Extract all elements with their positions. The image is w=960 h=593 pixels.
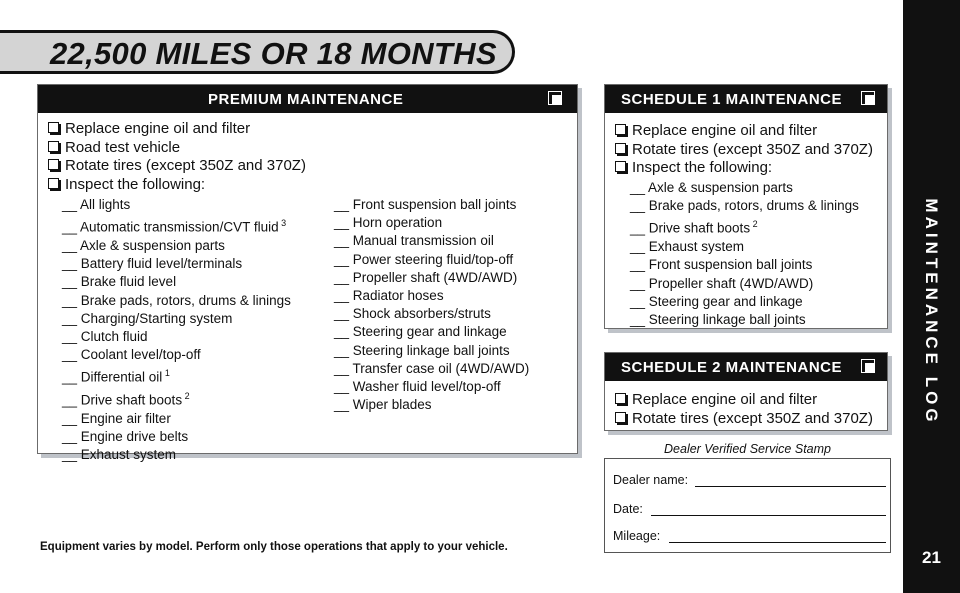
- dealer-name-line[interactable]: [695, 486, 886, 487]
- premium-right-inspection-item: __ Shock absorbers/struts: [334, 306, 491, 322]
- schedule1-check-item: [615, 159, 873, 178]
- schedule1-check-list: [615, 122, 873, 178]
- schedule1-check-label: Inspect the following:: [632, 159, 773, 176]
- checkbox-icon[interactable]: [48, 159, 59, 170]
- checkbox-icon[interactable]: [48, 122, 59, 133]
- premium-left-inspection-item: __ Differential oil $^1$: [62, 368, 170, 385]
- schedule1-header: [605, 85, 887, 113]
- checkbox-icon[interactable]: [615, 412, 626, 423]
- schedule1-check-label: Replace engine oil and filter: [632, 122, 818, 139]
- page-title: 22,500 MILES OR 18 MONTHS: [50, 36, 497, 71]
- schedule1-inspection-item: __ Front suspension ball joints: [630, 257, 813, 273]
- premium-right-inspection-item: __ Front suspension ball joints: [334, 197, 517, 212]
- premium-left-inspection-item: __ Automatic transmission/CVT fluid $^3$: [62, 218, 287, 235]
- section-label: MAINTENANCE LOG: [922, 198, 941, 426]
- schedule1-inspection-item: __ Axle & suspension parts: [630, 180, 793, 195]
- premium-right-inspection-item: __ Washer fluid level/top-off: [334, 379, 501, 395]
- premium-right-inspection-item: __ Power steering fluid/top-off: [334, 251, 514, 267]
- schedule1-check-label: Rotate tires (except 350Z and 370Z): [632, 140, 873, 158]
- footnote-marker: 1: [162, 368, 170, 379]
- premium-check-label: Road test vehicle: [65, 138, 181, 156]
- schedule2-title: SCHEDULE 2 MAINTENANCE: [621, 359, 843, 376]
- checkbox-icon[interactable]: [48, 178, 59, 189]
- checkbox-icon[interactable]: [615, 143, 626, 154]
- checkbox-icon[interactable]: [615, 393, 626, 404]
- premium-check-item: [48, 157, 306, 176]
- schedule1-check-item: [615, 141, 873, 160]
- schedule2-maintenance-box: [604, 352, 888, 431]
- checkbox-icon[interactable]: [615, 124, 626, 135]
- footnote-marker: 2: [750, 219, 758, 230]
- schedule2-header: [605, 353, 887, 381]
- mileage-line[interactable]: [669, 542, 886, 543]
- premium-left-inspection-item: __ Battery fluid level/terminals: [62, 256, 243, 272]
- schedule1-item-list: [630, 179, 859, 329]
- premium-left-inspection-item: __ All lights: [62, 197, 131, 212]
- premium-left-inspection-item: __ Axle & suspension parts: [62, 237, 225, 253]
- premium-left-inspection-item: __ Clutch fluid: [62, 328, 148, 344]
- premium-left-inspection-item: __ Engine drive belts: [62, 428, 189, 444]
- checkbox-icon[interactable]: [615, 161, 626, 172]
- premium-check-item: [48, 139, 306, 158]
- premium-left-inspection-item: __ Drive shaft boots $^2$: [62, 391, 190, 408]
- dealer-name-label: Dealer name:: [613, 473, 689, 487]
- premium-check-label: Rotate tires (except 350Z and 370Z): [65, 157, 306, 174]
- premium-left-inspection-item: __ Charging/Starting system: [62, 310, 233, 326]
- page-number: 21: [922, 548, 941, 567]
- schedule1-inspection-item: __ Brake pads, rotors, drums & linings: [630, 198, 859, 214]
- premium-right-inspection-item: __ Transfer case oil (4WD/AWD): [334, 360, 530, 376]
- schedule2-check-list: [615, 390, 873, 428]
- premium-maintenance-header: [38, 85, 577, 113]
- premium-left-inspection-item: __ Exhaust system: [62, 447, 177, 463]
- premium-right-inspection-item: __ Wiper blades: [334, 397, 432, 413]
- premium-right-inspection-item: __ Steering linkage ball joints: [334, 342, 510, 358]
- schedule1-inspection-item: __ Steering linkage ball joints: [630, 311, 806, 327]
- premium-right-inspection-item: __ Propeller shaft (4WD/AWD): [334, 269, 518, 285]
- schedule1-maintenance-box: [604, 84, 888, 329]
- stamp-title: Dealer Verified Service Stamp: [664, 442, 831, 456]
- schedule2-check-label: Rotate tires (except 350Z and 370Z): [632, 410, 873, 427]
- premium-left-inspection-item: __ Brake pads, rotors, drums & linings: [62, 292, 291, 308]
- schedule1-inspection-item: __ Drive shaft boots $^2$: [630, 219, 758, 236]
- premium-right-list: [334, 196, 529, 414]
- premium-right-inspection-item: __ Radiator hoses: [334, 288, 444, 304]
- premium-left-list: [62, 196, 291, 464]
- mileage-label: Mileage:: [613, 529, 661, 543]
- premium-right-inspection-item: __ Steering gear and linkage: [334, 324, 507, 340]
- footnote: Equipment varies by model. Perform only those operations that apply to your vehicle.: [40, 541, 508, 553]
- schedule1-inspection-item: __ Exhaust system: [630, 239, 745, 255]
- premium-left-inspection-item: __ Coolant level/top-off: [62, 347, 201, 363]
- footnote-marker: 3: [278, 218, 287, 229]
- date-line[interactable]: [651, 515, 886, 516]
- premium-check-item: [48, 176, 306, 195]
- premium-right-inspection-item: __ Manual transmission oil: [334, 233, 494, 249]
- premium-right-inspection-item: __ Horn operation: [334, 215, 443, 231]
- schedule2-check-label: Replace engine oil and filter: [632, 391, 818, 408]
- schedule2-check-item: [615, 409, 873, 428]
- premium-check-label: Replace engine oil and filter: [65, 120, 251, 137]
- footnote-marker: 2: [182, 391, 190, 402]
- checkbox-icon: [548, 91, 562, 105]
- schedule1-check-item: [615, 122, 873, 141]
- premium-maintenance-title: PREMIUM MAINTENANCE: [208, 91, 404, 108]
- checkbox-icon: [861, 91, 875, 105]
- premium-maintenance-box: [37, 84, 578, 463]
- schedule1-inspection-item: __ Propeller shaft (4WD/AWD): [630, 275, 814, 291]
- premium-check-label: Inspect the following:: [65, 175, 206, 193]
- schedule2-check-item: [615, 390, 873, 409]
- schedule1-title: SCHEDULE 1 MAINTENANCE: [621, 91, 843, 108]
- dealer-stamp-box: [604, 458, 891, 553]
- checkbox-icon: [861, 359, 875, 373]
- premium-left-inspection-item: __ Brake fluid level: [62, 274, 177, 290]
- premium-left-inspection-item: __ Engine air filter: [62, 410, 171, 426]
- premium-check-list: [48, 120, 306, 194]
- checkbox-icon[interactable]: [48, 141, 59, 152]
- schedule1-inspection-item: __ Steering gear and linkage: [630, 293, 803, 309]
- date-label: Date:: [613, 502, 643, 516]
- premium-check-item: [48, 120, 306, 139]
